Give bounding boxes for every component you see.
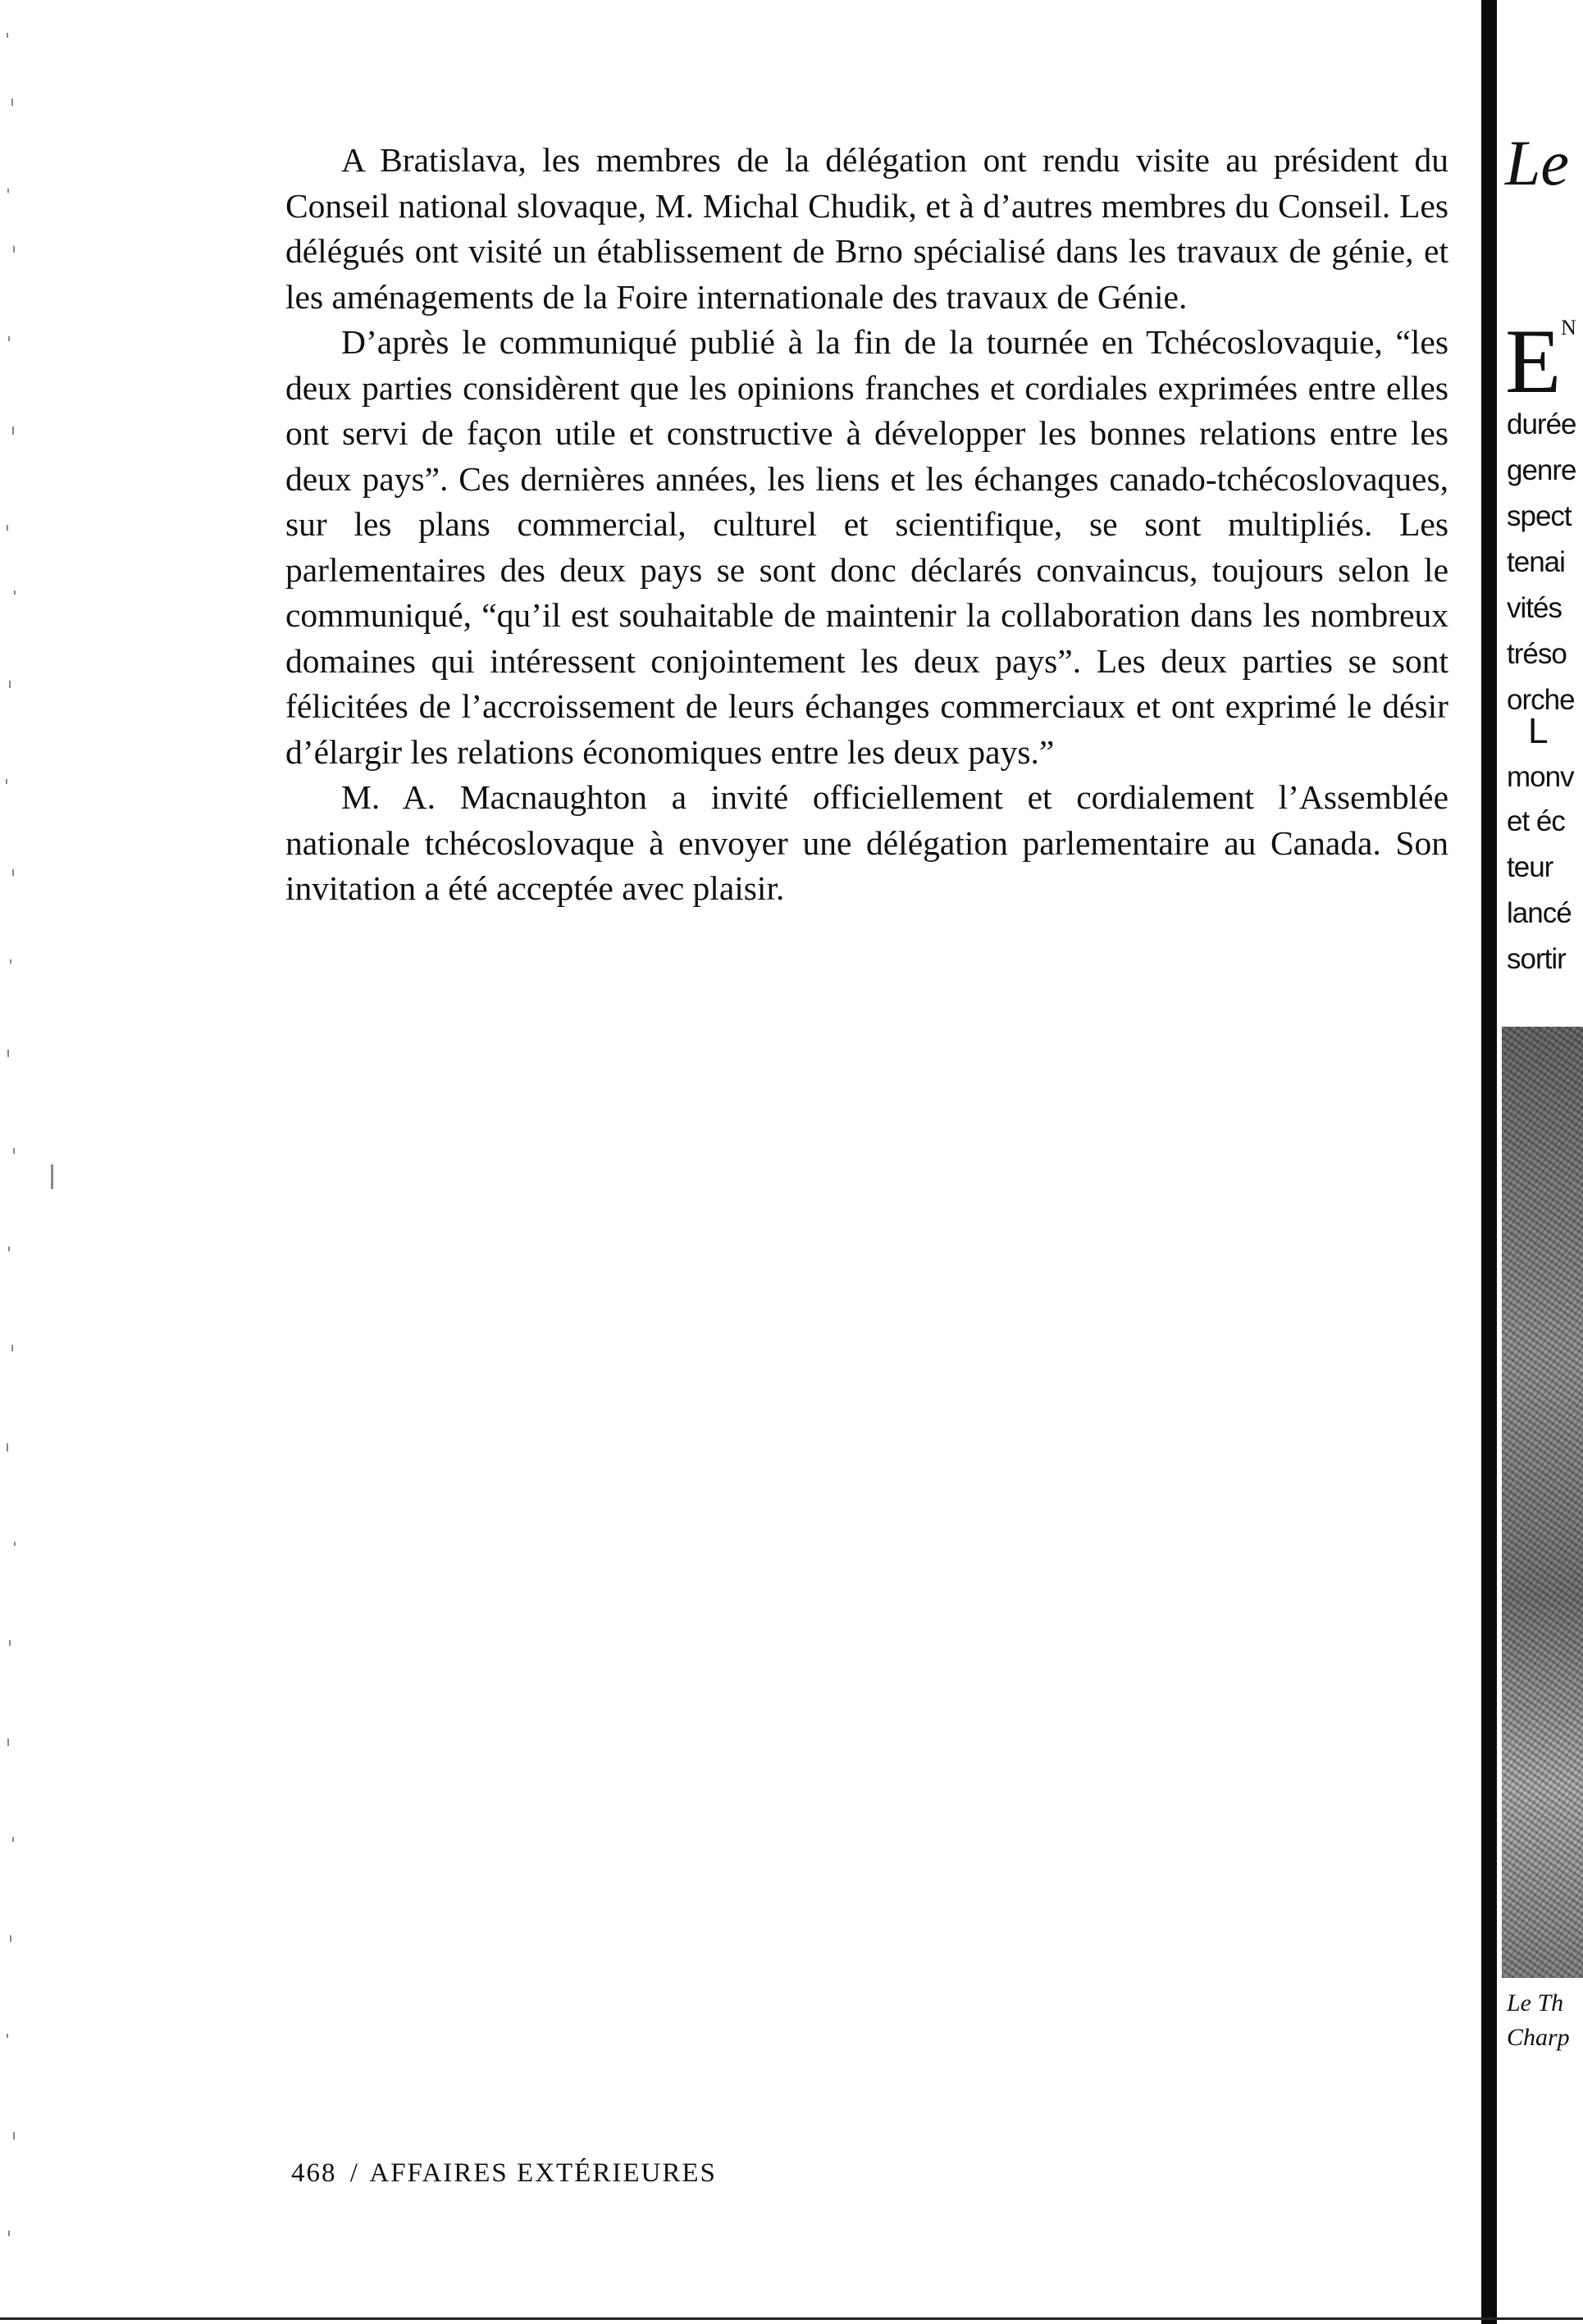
paragraph-1: A Bratislava, les membres de la délégation ont rendu visite au président du Conseil national slovaque, M. Michal Chudik, et à d’autres membres du Conseil. Les délégués ont visité un établissement de Brno spécialisé dans les travaux de génie, et les aménagements de la Foire internationale des travaux de Génie.	[285, 141, 1448, 316]
bottom-edge-rule	[0, 2317, 1583, 2320]
adjacent-line: genre	[1507, 454, 1576, 486]
adjacent-title-fragment: Le	[1505, 127, 1569, 198]
adjacent-photo	[1502, 1027, 1583, 1978]
adjacent-line: durée	[1507, 408, 1576, 440]
adjacent-dropcap-small: N	[1561, 316, 1576, 339]
paragraph-3: M. A. Macnaughton a invité officiellement et cordialement l’Assemblée nationale tchécoslovaque à envoyer une délégation parlementaire au Canada. Son invitation a été acceptée avec plaisir.	[285, 778, 1448, 907]
publication-name: AFFAIRES EXTÉRIEURES	[369, 2158, 717, 2188]
article-body	[285, 138, 1448, 912]
adjacent-line: sortir	[1507, 943, 1566, 975]
adjacent-line: lancé	[1507, 897, 1572, 929]
page-number: 468	[291, 2158, 337, 2188]
scan-margin-specks	[0, 0, 82, 2324]
adjacent-line: spect	[1507, 500, 1572, 532]
adjacent-line: et éc	[1507, 805, 1565, 837]
paragraph-2: D’après le communiqué publié à la fin de la tournée en Tchécoslovaquie, “les deux parties considèrent que les opinions franches et cordiales exprimées entre elles ont servi de façon utile et constructive à développer les bonnes relations entre les deux pays”. Ces dernières années, les liens et les échanges canado-tchécoslovaques, sur les plans commercial, culturel et scientifique, se sont multipliés. Les parlementaires des deux pays se sont donc déclarés convaincus, toujours selon le communiqué, “qu’il est souhaitable de maintenir la collaboration dans les nombreux domaines qui intéressent conjointement les deux pays”. Les deux parties se sont félicitées de l’accroissement de leurs échanges commerciaux et ont exprimé le désir d’élargir les relations économiques entre les deux pays.”	[285, 323, 1448, 771]
page-gutter-bar	[1481, 0, 1497, 2324]
page-footer	[291, 2158, 717, 2189]
adjacent-line: L	[1528, 711, 1548, 751]
adjacent-caption-line: Le Th	[1507, 1989, 1564, 2016]
adjacent-line: orche	[1507, 684, 1575, 716]
adjacent-line: vités	[1507, 592, 1562, 624]
adjacent-line: tenai	[1507, 546, 1565, 578]
footer-separator: /	[349, 2158, 358, 2188]
adjacent-page-fragment	[1497, 0, 1583, 2324]
adjacent-line: tréso	[1507, 638, 1567, 670]
adjacent-dropcap: E	[1505, 311, 1562, 412]
adjacent-line: teur	[1507, 851, 1553, 883]
adjacent-caption-line: Charp	[1507, 2024, 1570, 2051]
adjacent-line: monv	[1507, 761, 1574, 793]
